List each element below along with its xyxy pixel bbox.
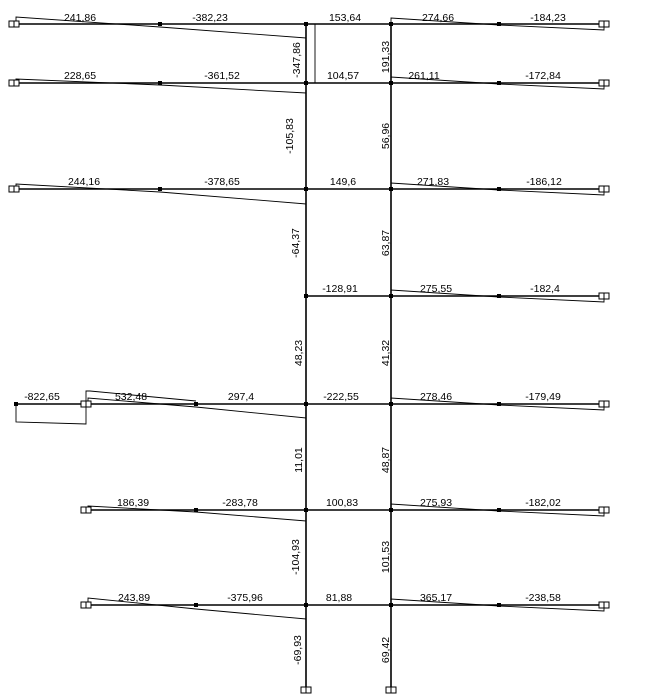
beam-right-outer-label-6: -182,02 — [525, 497, 561, 509]
fixed-support-icon — [604, 293, 609, 299]
structural-members — [14, 24, 604, 690]
fixed-support-icon — [599, 186, 604, 192]
fixed-support-icon — [9, 186, 14, 192]
column-left-label-6: -104,93 — [290, 539, 302, 575]
fixed-support-icon — [81, 507, 86, 513]
member-nodes — [14, 22, 501, 607]
core-beam-label-1: 153,64 — [328, 12, 362, 24]
support-left-2 — [9, 80, 19, 86]
column-left-label-7: -69,93 — [292, 635, 304, 665]
beam-left-inner-label-1: -382,23 — [192, 12, 228, 24]
column-right-label-7: 69,42 — [380, 636, 392, 664]
node-6-3 — [194, 508, 198, 512]
node-6-2 — [497, 508, 501, 512]
support-left-6 — [81, 507, 91, 513]
beam-left-outer-label-6: 186,39 — [116, 497, 150, 509]
support-left-5 — [81, 401, 91, 407]
node-6-1 — [389, 508, 393, 512]
support-right-4 — [599, 293, 609, 299]
fixed-support-icon — [599, 507, 604, 513]
node-3-3 — [158, 187, 162, 191]
node-2-0 — [304, 81, 308, 85]
fixed-support-icon — [81, 401, 86, 407]
column-right-label-3: 63,87 — [380, 229, 392, 257]
fixed-support-icon — [301, 687, 306, 693]
fixed-support-icon — [599, 401, 604, 407]
fixed-support-icon — [81, 602, 86, 608]
beam-left-inner-label-2: -361,52 — [204, 70, 240, 82]
beam-left-outer-label-5: 532,48 — [114, 391, 148, 403]
column-right-label-2: 56,96 — [380, 122, 392, 150]
support-right-7 — [599, 602, 609, 608]
fixed-support-icon — [14, 21, 19, 27]
fixed-support-icon — [604, 602, 609, 608]
beam-left-outer-label-1: 241,86 — [63, 12, 97, 24]
beam-left-inner-label-6: -283,78 — [222, 497, 258, 509]
node-6-0 — [304, 508, 308, 512]
beam-right-outer-label-3: -186,12 — [526, 176, 562, 188]
column-left-label-5: 11,01 — [293, 447, 305, 473]
node-5-2 — [497, 402, 501, 406]
support-left-7 — [81, 602, 91, 608]
beam-right-inner-label-4: 275,55 — [419, 283, 453, 295]
column-right-label-6: 101,53 — [380, 540, 392, 574]
fixed-support-icon — [604, 401, 609, 407]
fixed-support-icon — [14, 80, 19, 86]
fixed-support-icon — [14, 186, 19, 192]
node-3-0 — [304, 187, 308, 191]
column-left-label-4: 48,23 — [293, 339, 305, 367]
beam-right-inner-label-3: 271,83 — [416, 176, 450, 188]
column-right-label-1: 191,33 — [380, 40, 392, 74]
support-column-left-base — [301, 687, 311, 693]
moment-diagram-lines — [16, 17, 604, 619]
support-right-3 — [599, 186, 609, 192]
support-left-3 — [9, 186, 19, 192]
fixed-support-icon — [86, 507, 91, 513]
fixed-support-icon — [604, 186, 609, 192]
node-7-2 — [497, 603, 501, 607]
moment-curve-left-1 — [16, 17, 306, 38]
support-right-2 — [599, 80, 609, 86]
beam-left-inner-label-7: -375,96 — [227, 592, 263, 604]
fixed-support-icon — [599, 21, 604, 27]
node-cantilever-tip — [14, 402, 18, 406]
node-4-2 — [497, 294, 501, 298]
support-right-5 — [599, 401, 609, 407]
fixed-support-icon — [604, 80, 609, 86]
beam-right-outer-label-5: -179,49 — [525, 391, 561, 403]
moment-value-labels — [24, 12, 566, 665]
column-left-label-1: -347,86 — [291, 42, 303, 78]
fixed-support-icon — [599, 293, 604, 299]
column-left-label-2: -105,83 — [284, 118, 296, 154]
supports — [9, 21, 609, 693]
support-column-right-base — [386, 687, 396, 693]
node-3-1 — [389, 187, 393, 191]
fixed-support-icon — [604, 21, 609, 27]
core-beam-label-3: 149,6 — [329, 176, 357, 188]
core-beam-label-2: 104,57 — [326, 70, 360, 82]
node-7-3 — [194, 603, 198, 607]
node-2-3 — [158, 81, 162, 85]
node-4-1 — [389, 294, 393, 298]
beam-right-inner-label-6: 275,93 — [419, 497, 453, 509]
beam-right-outer-label-1: -184,23 — [530, 12, 566, 24]
fixed-support-icon — [306, 687, 311, 693]
node-5-0 — [304, 402, 308, 406]
fixed-support-icon — [86, 401, 91, 407]
support-left-1 — [9, 21, 19, 27]
node-5-3 — [194, 402, 198, 406]
node-1-1 — [389, 22, 393, 26]
moment-curve-column-1 — [306, 24, 315, 83]
beam-left-outer-label-3: 244,16 — [67, 176, 101, 188]
node-4-0 — [304, 294, 308, 298]
beam-left-inner-label-5: 297,4 — [227, 391, 255, 403]
column-right-label-4: 41,32 — [380, 339, 392, 367]
beam-right-inner-label-5: 278,46 — [419, 391, 453, 403]
fixed-support-icon — [599, 602, 604, 608]
beam-right-outer-label-7: -238,58 — [525, 592, 561, 604]
core-beam-label-6: 100,83 — [325, 497, 359, 509]
column-right-label-5: 48,87 — [380, 446, 392, 474]
support-right-6 — [599, 507, 609, 513]
beam-right-inner-label-7: 365,17 — [419, 592, 453, 604]
beam-left-outer-label-2: 228,65 — [63, 70, 97, 82]
beam-right-outer-label-4: -182,4 — [530, 283, 560, 295]
beam-right-inner-label-2: 261,11 — [408, 70, 440, 82]
beam-left-outer-label-7: 243,89 — [117, 592, 151, 604]
core-beam-label-4: -128,91 — [322, 283, 358, 295]
beam-left-inner-label-3: -378,65 — [204, 176, 240, 188]
node-1-2 — [497, 22, 501, 26]
beam-right-inner-label-1: 274,66 — [421, 12, 455, 24]
core-beam-label-5: -222,55 — [323, 391, 359, 403]
fixed-support-icon — [604, 507, 609, 513]
node-7-0 — [304, 603, 308, 607]
support-right-1 — [599, 21, 609, 27]
fixed-support-icon — [386, 687, 391, 693]
fixed-support-icon — [599, 80, 604, 86]
fixed-support-icon — [391, 687, 396, 693]
fixed-support-icon — [86, 602, 91, 608]
node-7-1 — [389, 603, 393, 607]
node-5-1 — [389, 402, 393, 406]
core-beam-label-7: 81,88 — [325, 592, 353, 604]
fixed-support-icon — [9, 80, 14, 86]
node-2-1 — [389, 81, 393, 85]
node-3-2 — [497, 187, 501, 191]
node-2-2 — [497, 81, 501, 85]
column-left-label-3: -64,37 — [290, 228, 302, 258]
cantilever-label-5: -822,65 — [24, 391, 60, 403]
node-1-3 — [158, 22, 162, 26]
beam-right-outer-label-2: -172,84 — [525, 70, 561, 82]
fixed-support-icon — [9, 21, 14, 27]
node-1-0 — [304, 22, 308, 26]
